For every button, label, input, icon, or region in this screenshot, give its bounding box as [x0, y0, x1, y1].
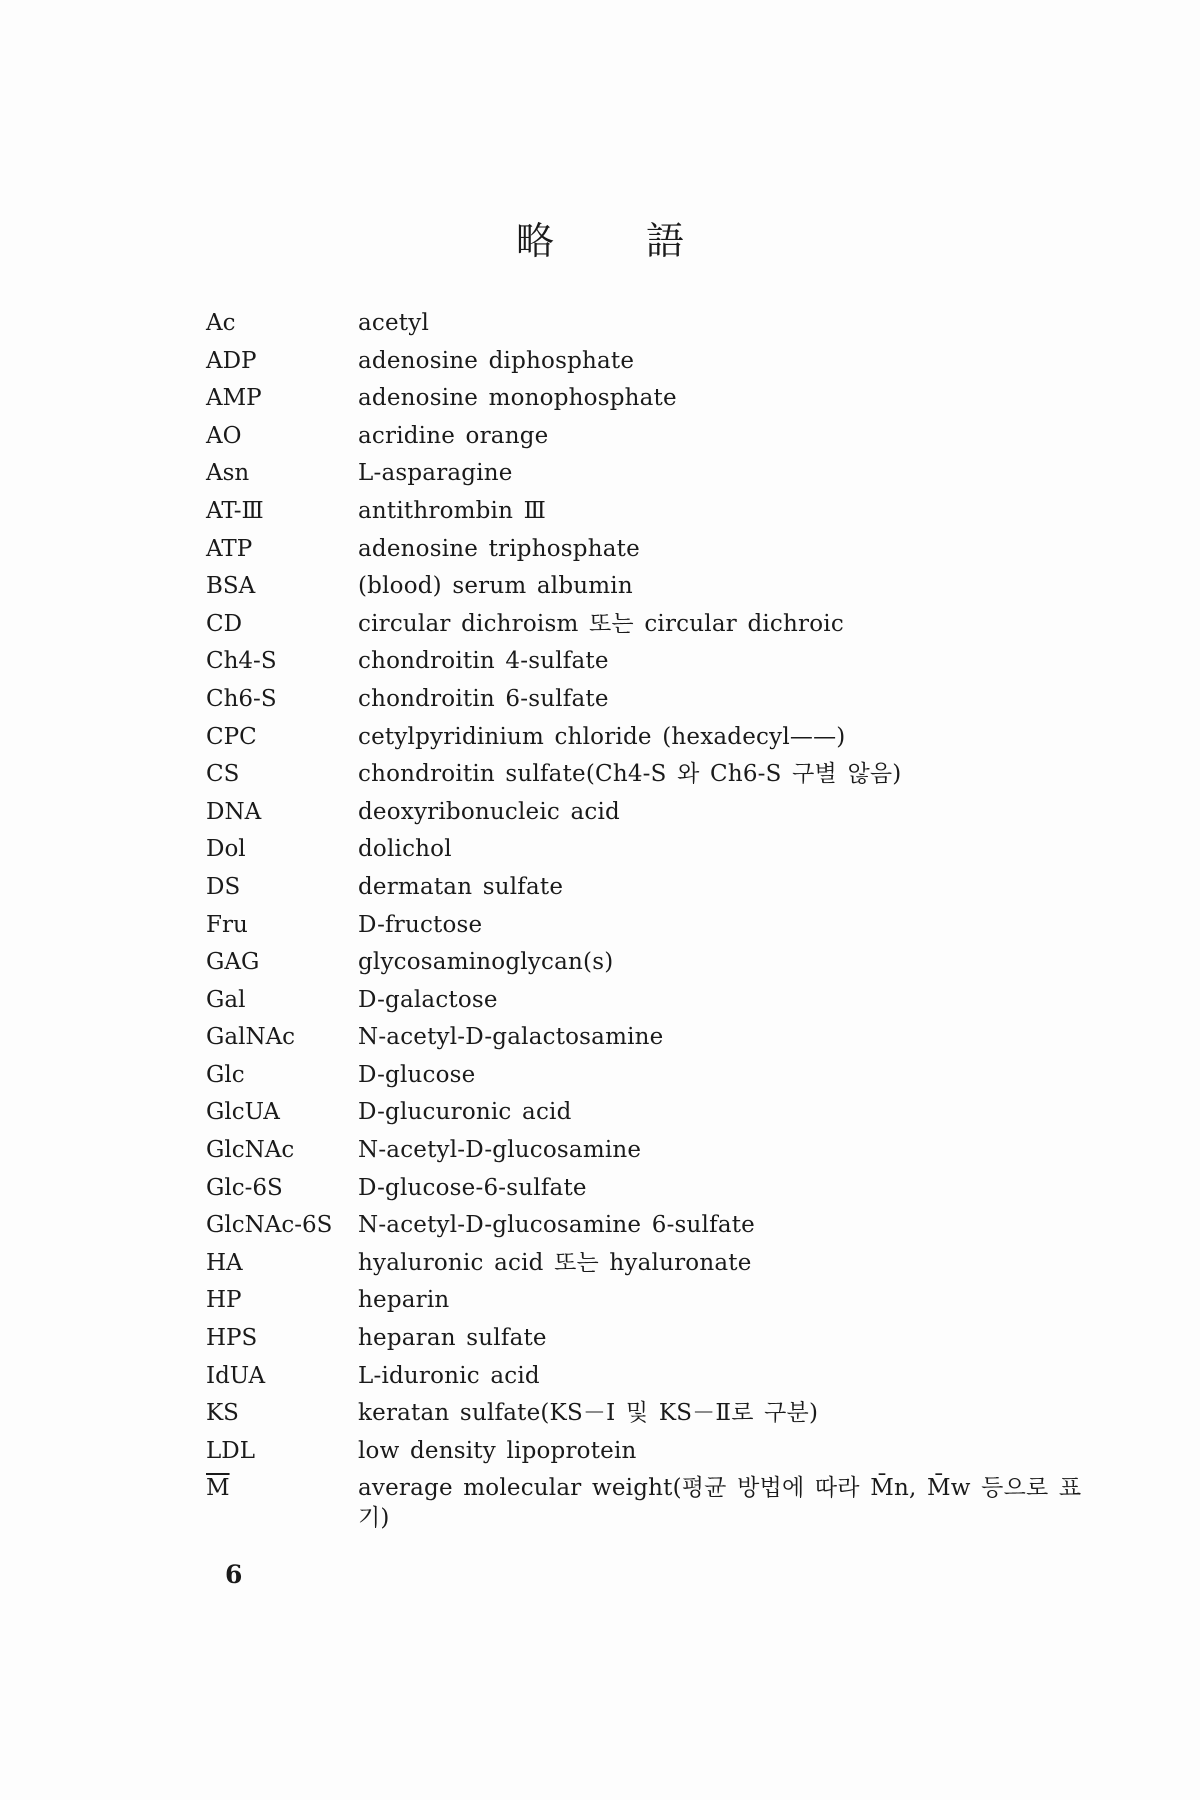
abbreviation-entry: [206, 1398, 1086, 1436]
abbreviation-entry: [206, 308, 1086, 346]
abbreviation-term: BSA: [206, 573, 256, 600]
abbreviation-entry: [206, 1323, 1086, 1361]
abbreviation-term: Glc: [206, 1061, 245, 1088]
abbreviation-definition: (blood) serum albumin: [358, 573, 633, 600]
abbreviation-definition: N-acetyl-D-glucosamine: [358, 1137, 642, 1164]
abbreviation-term: GalNAc: [206, 1024, 296, 1051]
abbreviation-entry: [206, 609, 1086, 647]
abbreviation-entry: [206, 759, 1086, 797]
abbreviation-definition: heparan sulfate: [358, 1325, 547, 1352]
abbreviation-definition: dolichol: [358, 836, 452, 863]
abbreviation-term: Ch6-S: [206, 685, 277, 712]
abbreviation-entry: [206, 1473, 1086, 1533]
abbreviation-definition: cetylpyridinium chloride (hexadecyl——): [358, 723, 846, 750]
abbreviation-definition: chondroitin 6-sulfate: [358, 685, 609, 712]
abbreviation-entry: [206, 684, 1086, 722]
abbreviation-definition: dermatan sulfate: [358, 873, 564, 900]
abbreviation-entry: [206, 534, 1086, 572]
abbreviation-term: CS: [206, 761, 240, 788]
abbreviation-term: GlcUA: [206, 1099, 280, 1126]
abbreviation-term: HPS: [206, 1325, 258, 1352]
abbreviation-entry: [206, 797, 1086, 835]
abbreviation-definition: D-fructose: [358, 911, 483, 938]
abbreviation-entry: [206, 1022, 1086, 1060]
abbreviation-term: Gal: [206, 986, 246, 1013]
abbreviation-definition: D-glucuronic acid: [358, 1099, 572, 1126]
abbreviation-entry: [206, 1097, 1086, 1135]
abbreviation-term: $\overline{M}$: [206, 1475, 230, 1502]
abbreviation-term: Fru: [206, 911, 248, 938]
abbreviation-term: LDL: [206, 1437, 255, 1464]
abbreviation-entry: [206, 1361, 1086, 1399]
abbreviation-term: HP: [206, 1287, 242, 1314]
abbreviation-list: [206, 308, 1086, 1533]
abbreviation-entry: [206, 1285, 1086, 1323]
abbreviation-definition: D-glucose: [358, 1061, 476, 1088]
abbreviation-entry: [206, 346, 1086, 384]
abbreviation-definition: adenosine diphosphate: [358, 347, 635, 374]
abbreviation-entry: [206, 496, 1086, 534]
abbreviation-definition: adenosine triphosphate: [358, 535, 640, 562]
abbreviation-definition: deoxyribonucleic acid: [358, 798, 620, 825]
abbreviation-term: GlcNAc-6S: [206, 1212, 333, 1239]
abbreviation-term: DNA: [206, 798, 262, 825]
abbreviation-term: Ch4-S: [206, 648, 277, 675]
abbreviation-definition: acridine orange: [358, 422, 549, 449]
abbreviation-definition: D-galactose: [358, 986, 498, 1013]
abbreviation-entry: [206, 421, 1086, 459]
abbreviation-term: AMP: [206, 385, 262, 412]
abbreviation-entry: [206, 1060, 1086, 1098]
abbreviation-entry: [206, 834, 1086, 872]
abbreviation-entry: [206, 1135, 1086, 1173]
abbreviation-entry: [206, 383, 1086, 421]
abbreviation-entry: [206, 985, 1086, 1023]
page-number: 6: [225, 1560, 243, 1589]
abbreviation-definition: D-glucose-6-sulfate: [358, 1174, 587, 1201]
abbreviation-definition: keratan sulfate(KS－Ⅰ 및 KS－Ⅱ로 구분): [358, 1400, 819, 1427]
abbreviation-term: Glc-6S: [206, 1174, 283, 1201]
abbreviation-definition: average molecular weight(평균 방법에 따라 M̄n, M̄w 등으로 표기): [358, 1475, 1082, 1532]
abbreviation-definition: antithrombin Ⅲ: [358, 497, 547, 524]
abbreviation-definition: circular dichroism 또는 circular dichroic: [358, 610, 844, 637]
abbreviation-entry: [206, 872, 1086, 910]
abbreviation-term: AO: [206, 422, 242, 449]
abbreviation-entry: [206, 571, 1086, 609]
abbreviation-term: Asn: [206, 460, 250, 487]
abbreviation-definition: hyaluronic acid 또는 hyaluronate: [358, 1249, 752, 1276]
abbreviation-term: CD: [206, 610, 243, 637]
abbreviation-term: GAG: [206, 949, 260, 976]
abbreviation-entry: [206, 1173, 1086, 1211]
abbreviation-term: KS: [206, 1400, 239, 1427]
abbreviation-definition: acetyl: [358, 310, 429, 336]
abbreviation-term: GlcNAc: [206, 1137, 295, 1164]
abbreviation-term: AT-Ⅲ: [206, 497, 264, 524]
abbreviation-entry: [206, 1210, 1086, 1248]
abbreviation-term: Dol: [206, 836, 246, 863]
abbreviation-entry: [206, 1248, 1086, 1286]
abbreviation-entry: [206, 458, 1086, 496]
abbreviation-definition: L-iduronic acid: [358, 1362, 540, 1389]
abbreviation-entry: [206, 1436, 1086, 1474]
abbreviation-definition: chondroitin 4-sulfate: [358, 648, 609, 675]
abbreviation-definition: chondroitin sulfate(Ch4-S 와 Ch6-S 구별 않음): [358, 761, 902, 788]
abbreviation-entry: [206, 646, 1086, 684]
abbreviation-term: HA: [206, 1249, 243, 1276]
abbreviation-definition: low density lipoprotein: [358, 1437, 637, 1464]
abbreviation-term: CPC: [206, 723, 257, 750]
abbreviation-term: Ac: [206, 310, 236, 336]
page-title: 略 語: [515, 219, 725, 263]
abbreviation-entry: [206, 910, 1086, 948]
abbreviation-definition: heparin: [358, 1287, 450, 1314]
abbreviation-definition: N-acetyl-D-glucosamine 6-sulfate: [358, 1212, 755, 1239]
abbreviation-entry: [206, 722, 1086, 760]
abbreviation-definition: L-asparagine: [358, 460, 513, 487]
abbreviation-definition: N-acetyl-D-galactosamine: [358, 1024, 664, 1051]
abbreviation-entry: [206, 947, 1086, 985]
abbreviation-term: DS: [206, 873, 241, 900]
abbreviation-term: ATP: [206, 535, 253, 562]
abbreviation-definition: adenosine monophosphate: [358, 385, 677, 412]
abbreviation-definition: glycosaminoglycan(s): [358, 949, 614, 976]
abbreviation-term: IdUA: [206, 1362, 266, 1389]
abbreviation-term: ADP: [206, 347, 257, 374]
